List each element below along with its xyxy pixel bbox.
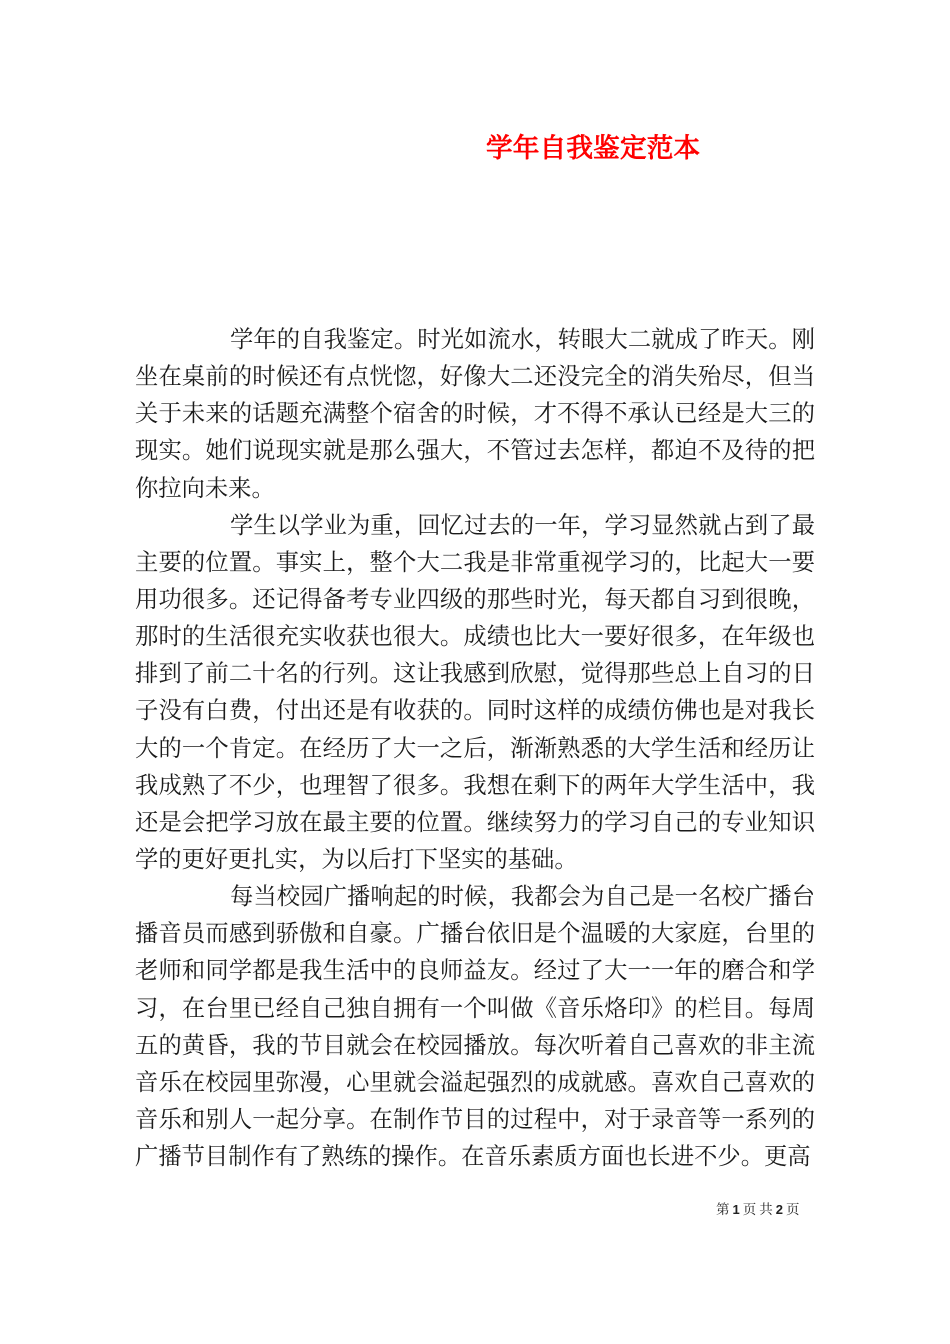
document-body bbox=[135, 322, 815, 1176]
paragraph: 学生以学业为重，回忆过去的一年，学习显然就占到了最主要的位置。事实上，整个大二我是非常重视学习的，比起大一要用功很多。还记得备考专业四级的那些时光，每天都自习到很晚，那时的生活很充实收获也很大。成绩也比大一要好很多，在年级也排到了前二十名的行列。这让我感到欣慰，觉得那些总上自习的日子没有白费，付出还是有收获的。同时这样的成绩仿佛也是对我长大的一个肯定。在经历了大一之后，渐渐熟悉的大学生活和经历让我成熟了不少，也理智了很多。我想在剩下的两年大学生活中，我还是会把学习放在最主要的位置。继续努力的学习自己的专业知识学的更好更扎实，为以后打下坚实的基础。 bbox=[135, 512, 815, 873]
paragraph: 每当校园广播响起的时候，我都会为自己是一名校广播台播音员而感到骄傲和自豪。广播台依旧是个温暖的大家庭，台里的老师和同学都是我生活中的良师益友。经过了大一一年的磨合和学习，在台里已经自己独自拥有一个叫做《音乐烙印》的栏目。每周五的黄昏，我的节目就会在校园播放。每次听着自己喜欢的非主流音乐在校园里弥漫，心里就会溢起强烈的成就感。喜欢自己喜欢的音乐和别人一起分享。在制作节目的过程中，对于录音等一系列的广播节目制作有了熟练的操作。在音乐素质方面也长进不少。更高 bbox=[135, 884, 815, 1171]
paragraph: 学年的自我鉴定。时光如流水，转眼大二就成了昨天。刚坐在桌前的时候还有点恍惚，好像大二还没完全的消失殆尽，但当关于未来的话题充满整个宿舍的时候，才不得不承认已经是大三的现实。她们说现实就是那么强大，不管过去怎样，都迫不及待的把你拉向未来。 bbox=[135, 327, 815, 502]
page-indicator-suffix: 页 bbox=[785, 1202, 800, 1217]
page-indicator-prefix: 第 bbox=[716, 1202, 730, 1217]
page-indicator-of-label: 共 bbox=[759, 1202, 773, 1217]
total-page-number: 2 bbox=[775, 1202, 783, 1217]
page-indicator-page-label: 页 bbox=[742, 1202, 757, 1217]
page-footer bbox=[716, 1202, 799, 1218]
current-page-number: 1 bbox=[732, 1202, 740, 1217]
document-title: 学年自我鉴定范本 bbox=[486, 133, 701, 163]
